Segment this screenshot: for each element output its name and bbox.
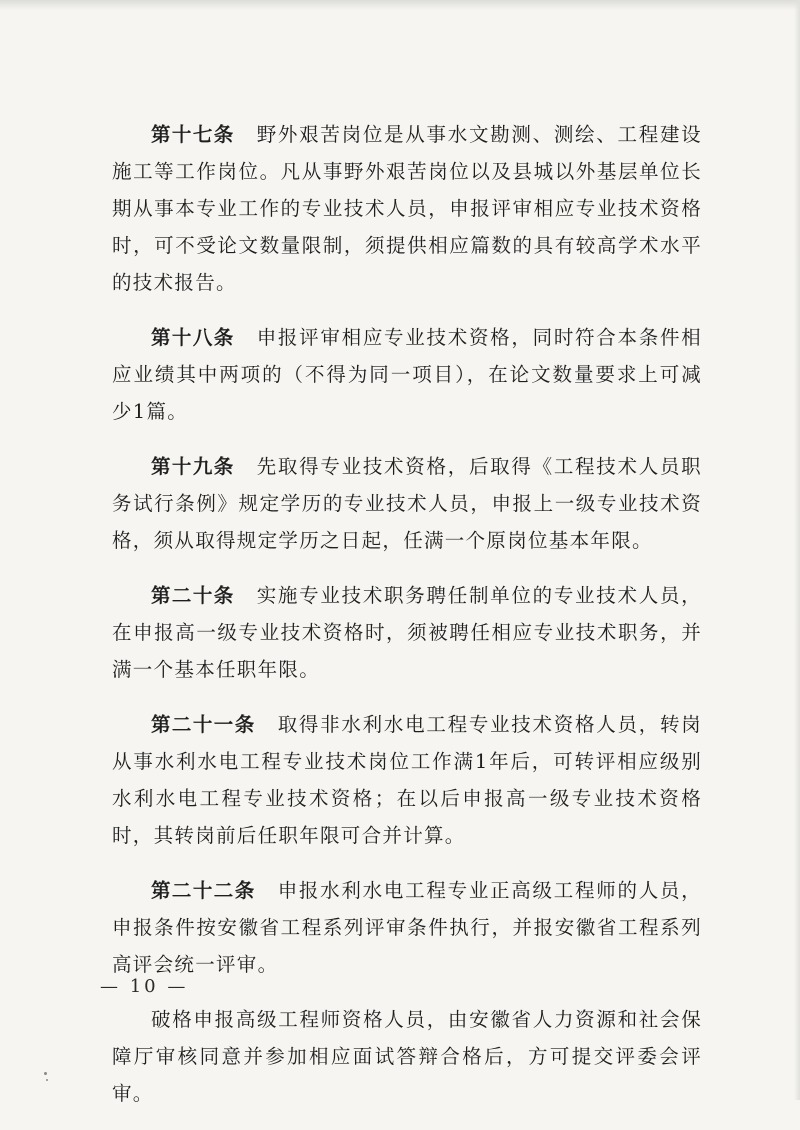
exception-paragraph — [112, 1001, 702, 1112]
article-text: 先取得专业技术资格，后取得《工程技术人员职务试行条例》规定学历的专业技术人员，申报上一级专业技术资格，须从取得规定学历之日起，任满一个原岗位基本年限。 — [112, 455, 702, 552]
article-text: 野外艰苦岗位是从事水文勘测、测绘、工程建设施工等工作岗位。凡从事野外艰苦岗位以及县城以外基层单位长期从事本专业工作的专业技术人员，申报评审相应专业技术资格时，可不受论文数量限制，须提供相应篇数的具有较高学术水平的技术报告。 — [112, 123, 702, 294]
paragraph-text: 破格申报高级工程师资格人员，由安徽省人力资源和社会保障厅审核同意并参加相应面试答辩合格后，方可提交评委会评审。 — [112, 1008, 702, 1105]
document-body — [112, 116, 702, 1130]
article-heading: 第二十二条 — [151, 879, 256, 902]
article-heading: 第十九条 — [151, 455, 235, 478]
article-18-paragraph — [112, 319, 702, 430]
scan-speck — [46, 1079, 48, 1081]
article-text: 申报水利水电工程专业正高级工程师的人员，申报条件按安徽省工程系列评审条件执行，并报安徽省工程系列高评会统一评审。 — [112, 879, 702, 976]
article-19-paragraph — [112, 448, 702, 559]
page-number: — 10 — — [100, 976, 189, 997]
article-22-paragraph — [112, 872, 702, 983]
article-text: 实施专业技术职务聘任制单位的专业技术人员，在申报高一级专业技术资格时，须被聘任相应专业技术职务，并满一个基本任职年限。 — [112, 584, 702, 681]
article-21-paragraph — [112, 706, 702, 854]
article-heading: 第十八条 — [151, 326, 235, 349]
article-17-paragraph — [112, 116, 702, 301]
article-20-paragraph — [112, 577, 702, 688]
page-top-shadow — [0, 0, 800, 10]
article-heading: 第二十一条 — [151, 713, 256, 736]
article-heading: 第二十条 — [151, 584, 235, 607]
scan-speck — [44, 1072, 47, 1075]
article-text: 申报评审相应专业技术资格，同时符合本条件相应业绩其中两项的（不得为同一项目），在论文数量要求上可减少1篇。 — [112, 326, 702, 423]
page-right-shadow — [794, 0, 800, 1100]
article-heading: 第十七条 — [151, 123, 235, 146]
article-text: 取得非水利水电工程专业技术资格人员，转岗从事水利水电工程专业技术岗位工作满1年后，可转评相应级别水利水电工程专业技术资格；在以后申报高一级专业技术资格时，其转岗前后任职年限可合并计算。 — [112, 713, 702, 847]
